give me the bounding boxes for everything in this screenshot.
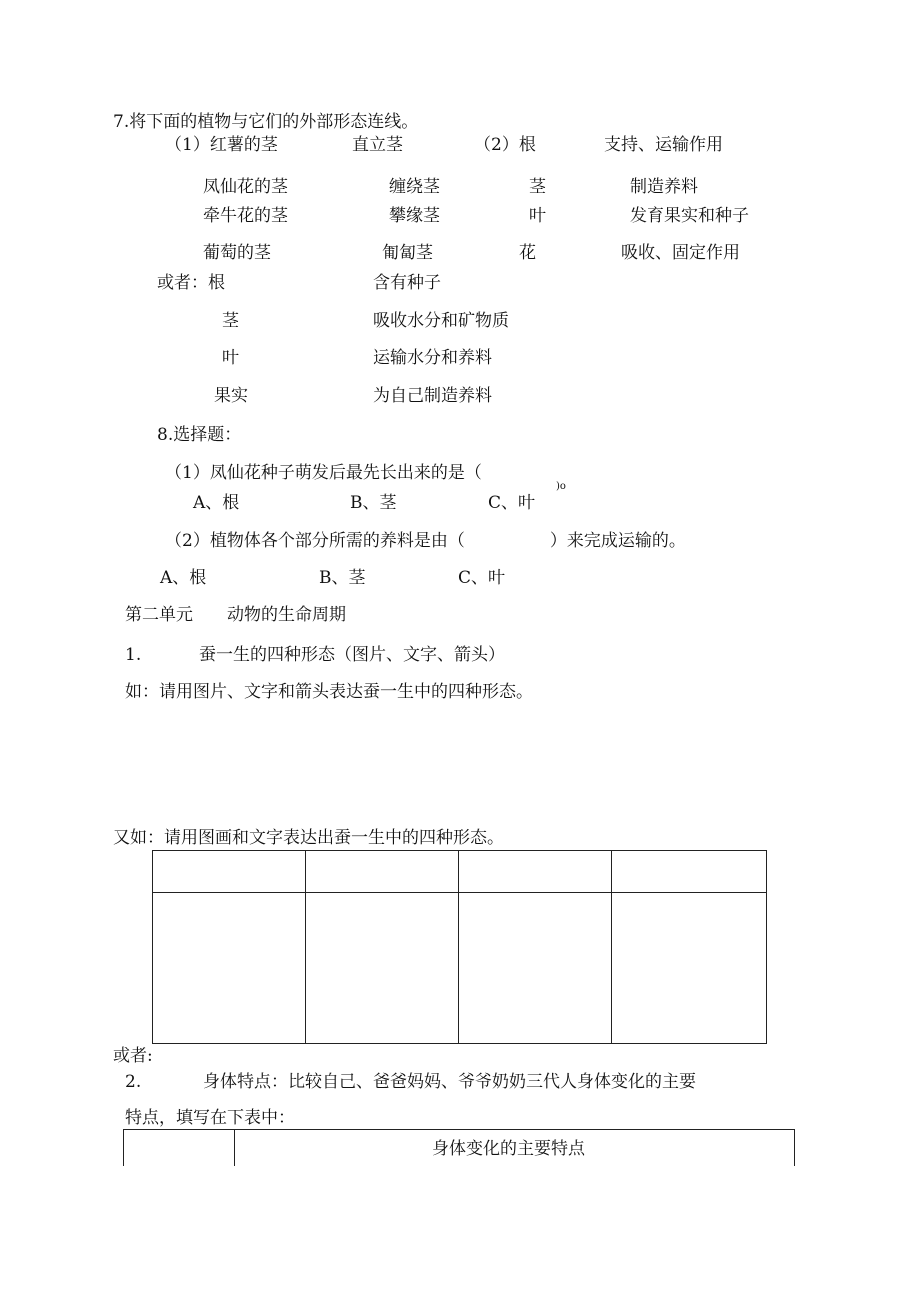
q7-r2-plant: 凤仙花的茎 — [203, 177, 288, 197]
q8-s1-close: )o — [556, 481, 566, 492]
q7-alt-label: 或者：根 — [157, 273, 225, 293]
body-table-top-border — [123, 1129, 795, 1130]
unit2-item1-text: 蚕一生的四种形态（图片、文字、箭头） — [199, 645, 505, 665]
unit2-item1-number: 1. — [125, 645, 142, 665]
q7-alt-r1: 含有种子 — [373, 273, 441, 293]
silkworm-table-col-divider — [458, 850, 459, 1043]
q7-alt3-right: 运输水分和养料 — [373, 348, 492, 368]
q8-s1-option-b: B、茎 — [350, 493, 397, 513]
silkworm-table-col-divider — [305, 850, 306, 1043]
q7-r1-organ: （2）根 — [474, 135, 536, 155]
silkworm-table-header-divider — [152, 892, 766, 893]
q7-alt2-left: 茎 — [222, 311, 239, 331]
q7-r2-form: 缠绕茎 — [389, 177, 440, 197]
q7-alt4-left: 果实 — [214, 386, 248, 406]
q7-r2-organ: 茎 — [529, 177, 546, 197]
unit2-item2-text: 身体特点：比较自己、爸爸妈妈、爷爷奶奶三代人身体变化的主要 — [203, 1072, 696, 1092]
silkworm-table — [152, 850, 767, 1044]
q7-r2-function: 制造养料 — [630, 177, 698, 197]
q8-title: 8.选择题： — [157, 425, 242, 445]
unit2-example1: 如：请用图片、文字和箭头表达蚕一生中的四种形态。 — [125, 682, 533, 702]
unit2-heading: 第二单元 动物的生命周期 — [125, 605, 346, 625]
q7-alt3-left: 叶 — [222, 348, 239, 368]
body-table-left-border — [123, 1129, 124, 1166]
q7-r3-form: 攀缘茎 — [389, 206, 440, 226]
body-table-right-border — [794, 1129, 795, 1166]
body-table-header: 身体变化的主要特点 — [432, 1139, 585, 1159]
unit2-item2-continued: 特点，填写在下表中： — [125, 1108, 295, 1128]
q7-r4-function: 吸收、固定作用 — [621, 243, 740, 263]
q7-r1-plant: （1）红薯的茎 — [165, 135, 278, 155]
q7-r3-organ: 叶 — [529, 206, 546, 226]
q7-r1-function: 支持、运输作用 — [604, 135, 723, 155]
q7-r4-organ: 花 — [519, 243, 536, 263]
unit2-item2-number: 2. — [125, 1072, 142, 1092]
body-table-col-divider — [234, 1129, 235, 1166]
q7-r3-function: 发育果实和种子 — [630, 206, 749, 226]
q8-s2-question: （2）植物体各个部分所需的养料是由（ ）来完成运输的。 — [165, 531, 686, 551]
q8-s2-option-c: C、叶 — [458, 568, 506, 588]
q7-title: 7.将下面的植物与它们的外部形态连线。 — [113, 112, 419, 132]
q7-r4-plant: 葡萄的茎 — [203, 243, 271, 263]
unit2-example2: 又如：请用图画和文字表达出蚕一生中的四种形态。 — [113, 828, 504, 848]
q8-s1-option-a: A、根 — [193, 493, 240, 513]
q8-s2-option-b: B、茎 — [319, 568, 366, 588]
unit2-or-label: 或者: — [113, 1046, 153, 1066]
q7-r4-form: 匍匐茎 — [382, 243, 433, 263]
q8-s1-option-c: C、叶 — [488, 493, 536, 513]
silkworm-table-col-divider — [611, 850, 612, 1043]
q8-s2-option-a: A、根 — [160, 568, 207, 588]
q7-alt4-right: 为自己制造养料 — [373, 386, 492, 406]
q7-r1-form: 直立茎 — [352, 135, 403, 155]
q8-s1-question: （1）凤仙花种子萌发后最先长出来的是（ — [165, 463, 482, 483]
q7-alt2-right: 吸收水分和矿物质 — [373, 311, 509, 331]
q7-r3-plant: 牵牛花的茎 — [203, 206, 288, 226]
